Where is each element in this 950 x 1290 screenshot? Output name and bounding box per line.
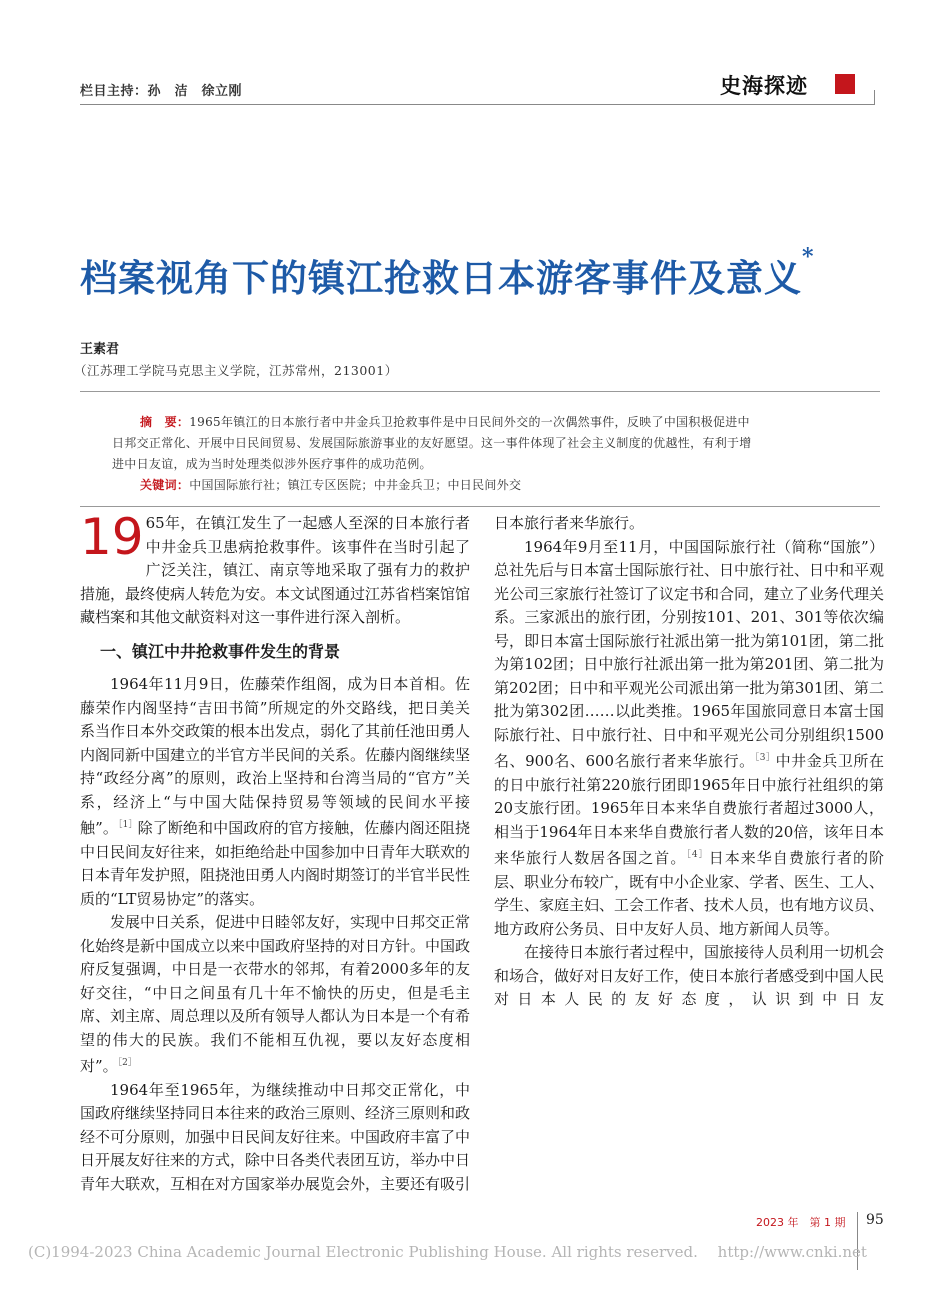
abstract-line-1 <box>112 412 872 433</box>
body-paragraph <box>494 941 884 1012</box>
paragraph-text: 65年，在镇江发生了一起感人至深的日本旅行者中井金兵卫患病抢救事件。该事件在当时引起了广泛关注，镇江、南京等地采取了强有力的救护措施，最终使病人转危为安。本文试图通过江苏省档案馆馆藏档案和其他文献资料对这一事件进行深入剖析。 <box>80 514 471 626</box>
body-paragraph <box>80 673 470 911</box>
paragraph-text: 发展中日关系，促进中日睦邻友好，实现中日邦交正常化始终是新中国成立以来中国政府坚持的对日方针。中国政府反复强调，中日是一衣带水的邻邦，有着2000多年的友好交往，“中日之间虽有几十年不愉快的历史，但是毛主席、刘主席、周总理以及所有领导人都认为日本是一个有希望的伟大的民族。我们不能相互仇视，要以友好态度相对”。 <box>80 913 471 1075</box>
citation-ref: ［3］ <box>754 753 776 763</box>
keywords-line <box>112 475 872 496</box>
paragraph-text: 日本来华自费旅行者的阶层、职业分布较广，既有中小企业家、学者、医生、工人、学生、家庭主妇、工会工作者、技术人员，也有地方议员、地方政府公务员、日中友好人员、地方新闻人员等。 <box>494 849 885 938</box>
header-rule-tick <box>874 90 875 105</box>
drop-cap: 19 <box>80 508 144 566</box>
header-rule <box>80 104 875 105</box>
issue-label: 2023 年 第 1 期 <box>756 1216 846 1229</box>
abstract-text-1: 1965年镇江的日本旅行者中井金兵卫抢救事件是中日民间外交的一次偶然事件，反映了中国积极促进中 <box>189 415 750 429</box>
citation-ref: ［4］ <box>686 850 709 860</box>
paragraph-text: 除了断绝和中国政府的官方接触，佐藤内阁还阻挠中日民间友好往来，如拒绝给赴中国参加中日青年大联欢的日本青年发护照，阻挠池田勇人内阁时期签订的半官半民性质的“LT贸易协定”的落实。 <box>80 819 471 908</box>
body-paragraph <box>80 911 470 1079</box>
abstract-block <box>112 412 872 496</box>
column-accent-square <box>835 74 855 94</box>
page-number: 95 <box>866 1212 884 1228</box>
body-column-right <box>494 512 884 1012</box>
abstract-bottom-rule <box>80 506 880 507</box>
section-heading: 一、镇江中井抢救事件发生的背景 <box>100 641 341 661</box>
body-paragraph <box>80 508 471 630</box>
column-name: 史海探迹 <box>720 73 808 98</box>
keywords-text: 中国国际旅行社；镇江专区医院；中井金兵卫；中日民间外交 <box>189 478 522 492</box>
paragraph-text: 1964年9月至11月，中国国际旅行社（简称“国旅”）总社先后与日本富士国际旅行社、日中旅行社、日中和平观光公司三家旅行社签订了议定书和合同，建立了业务代理关系。三家派出的旅行团，分别按101、201、301等依次编号，即日本富士国际旅行社派出第一批为第101团，第二批为第102团；日中旅行社派出第一批为第201团、第二批为第202团；日中和平观光公司派出第一批为第301团、第二批为第302团……以此类推。1965年国旅同意日本富士国际旅行社、日中旅行社、日中和平观光公司分别组织1500名、900名、600名旅行者来华旅行。 <box>494 537 885 770</box>
paragraph-text: 1964年至1965年，为继续推动中日邦交正常化，中国政府继续坚持同日本往来的政治三原则、经济三原则和政经不可分原则，加强中日民间友好往来。中国政府丰富了中日开展友好往来的方式，除中日各类代表团互访，举办中日青年大联欢，互相在对方国家举办展览会外，主要还有吸引 <box>80 1080 471 1193</box>
body-paragraph-continued <box>80 1079 470 1197</box>
body-paragraph <box>494 536 884 942</box>
article-title-text: 档案视角下的镇江抢救日本游客事件及意义 <box>80 256 802 300</box>
author-name: 王素君 <box>80 342 120 357</box>
author-affiliation: （江苏理工学院马克思主义学院，江苏常州，213001） <box>74 363 398 378</box>
citation-ref: ［1］ <box>118 820 138 830</box>
article-title <box>80 244 815 302</box>
abstract-label: 摘 要： <box>140 415 190 429</box>
body-column-left <box>80 508 471 1196</box>
paragraph-text: 1964年11月9日，佐藤荣作组阁，成为日本首相。佐藤荣作内阁坚持“吉田书简”所规定的外交路线，把日美关系当作日本外交政策的根本出发点，弱化了其前任池田勇人内阁同新中国建立的半官方半民间的关系。佐藤内阁继续坚持“政经分离”的原则，政治上坚持和台湾当局的“官方”关系，经济上“与中国大陆保持贸易等领域的民间水平接触”。 <box>80 675 471 837</box>
title-footnote-mark: * <box>802 244 815 270</box>
keywords-label: 关键词： <box>140 478 190 492</box>
copyright-watermark: (C)1994-2023 China Academic Journal Electronic Publishing House. All rights reserved. http://www.cnki.net <box>28 1243 867 1261</box>
abstract-line-3: 进中日友谊，成为当时处理类似涉外医疗事件的成功范例。 <box>112 457 432 471</box>
abstract-top-rule <box>80 391 880 392</box>
abstract-line-2: 日邦交正常化、开展中日民间贸易、发展国际旅游事业的友好愿望。这一事件体现了社会主义制度的优越性，有利于增 <box>112 436 752 450</box>
paragraph-text: 在接待日本旅行者过程中，国旅接待人员利用一切机会和场合，做好对日友好工作，使日本旅行者感受到中国人民对日本人民的友好态度，认识到中日友 <box>494 943 885 1008</box>
body-paragraph-continuation: 日本旅行者来华旅行。 <box>494 514 645 532</box>
citation-ref: ［2］ <box>117 1058 137 1068</box>
paragraph-text: 中井金兵卫所在的日中旅行社第220旅行团即1965年日中旅行社组织的第20支旅行团。1965年日本来华自费旅行者超过3000人，相当于1964年日本来华自费旅行者人数的20倍，该年日本来华旅行人数居各国之首。 <box>494 752 884 867</box>
column-host: 栏目主持：孙 洁 徐立刚 <box>80 84 243 99</box>
